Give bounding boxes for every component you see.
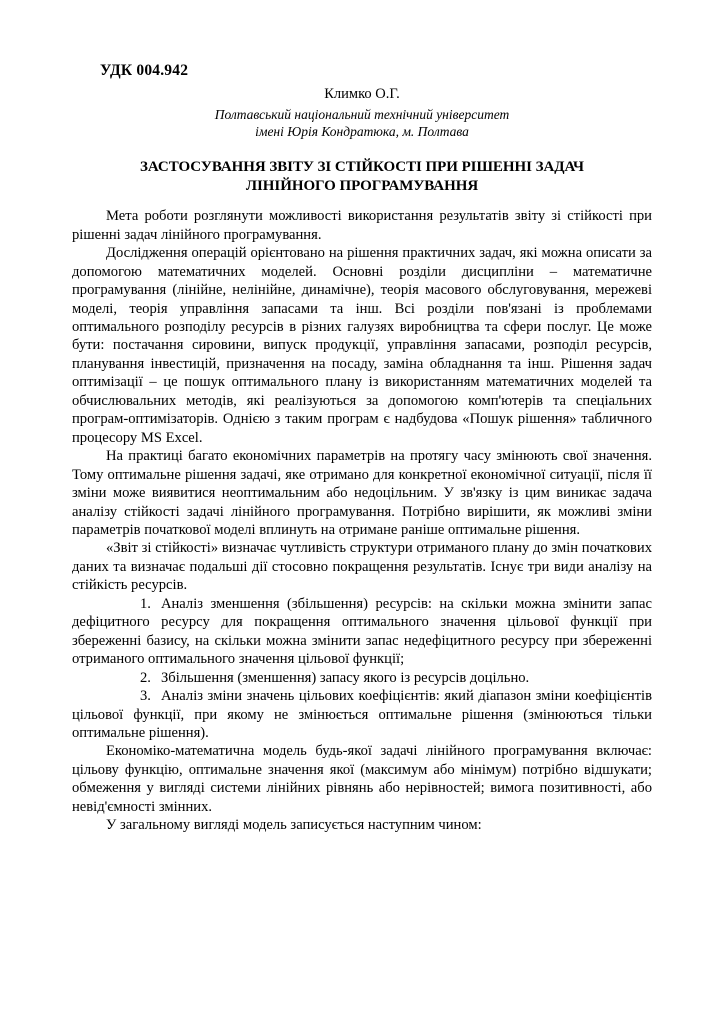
paragraph: Мета роботи розглянути можливості використання результатів звіту зі стійкості при рішенні задач лінійного програмування. — [72, 208, 652, 243]
affiliation-line-1: Полтавський національний технічний університет — [214, 106, 510, 122]
paragraph: «Звіт зі стійкості» визначає чутливість структури отриманого плану до змін початкових даних та визначає подальші дії стосовно покращення результатів. Існує три види аналізу на стійкість ресурсів. — [72, 540, 652, 594]
list-item-text: Аналіз зміни значень цільових коефіцієнтів: який діапазон зміни коефіцієнтів цільової функції, при якому не змінюється оптимальне рішення (змінюються тільки оптимальне рішення). — [72, 688, 652, 741]
list-item-number: 2. — [140, 669, 151, 686]
paragraph: У загальному вигляді модель записується наступним чином: — [106, 817, 482, 834]
affiliation — [72, 106, 652, 141]
affiliation-line-2: імені Юрія Кондратюка, м. Полтава — [255, 124, 469, 140]
list-item-text: Збільшення (зменшення) запасу якого із ресурсів доцільно. — [160, 669, 530, 686]
list-item-number: 3. — [140, 688, 151, 705]
list-item — [72, 669, 652, 687]
paragraph: Дослідження операцій орієнтовано на рішення практичних задач, які можна описати за допомогою математичних моделей. Основні розділи дисципліни – математичне програмування (лінійне, нелінійне, динамічне), теорія масового обслуговування, мережеві моделі, теорія управління запасами та інш. Всі розділи пов'язані із проблемами оптимального розподілу ресурсів в різних галузях виробництва та сфери послуг. Це може бути: постачання сировини, випуск продукції, управління запасами, розподіл ресурсів, планування інвестицій, призначення на посаду, заміна обладнання та інш. Рішення задач оптимізації – це пошук оптимального плану із використанням математичних моделей та обчислювальних методів, які реалізуються за допомогою комп'ютерів та спеціальних програм-оптимізаторів. Однією з таким програм є надбудова «Пошук рішення» табличного процесору MS Excel. — [72, 245, 652, 446]
list-item — [72, 687, 652, 742]
page-title — [72, 158, 652, 196]
list-item-number: 1. — [140, 595, 151, 612]
list-item-text: Аналіз зменшення (збільшення) ресурсів: на скільки можна змінити запас дефіцитного ресурсу для покращення оптимального значення цільової функції при збереженні базису, на скільки можна змінити запас недефіцитного ресурсу при збереженні отриманого оптимального значення цільової функції; — [72, 595, 652, 668]
paragraph: На практиці багато економічних параметрів на протягу часу змінюють свої значення. Тому оптимальне рішення задачі, яке отримано для конкретної економічної ситуації, після її зміни може виявитися неоптимальним або недоцільним. У зв'язку із цим виникає задача аналізу стійкості задачі лінійного програмування. Потрібно вирішити, як можливі зміни параметрів початкової моделі вплинуть на отримане раніше оптимальне рішення. — [72, 448, 652, 538]
list-item — [72, 595, 652, 669]
author-name: Климко О.Г. — [324, 86, 400, 102]
title-line-2: ЛІНІЙНОГО ПРОГРАМУВАННЯ — [245, 177, 479, 194]
udk-code: УДК 004.942 — [100, 62, 189, 79]
title-line-1: ЗАСТОСУВАННЯ ЗВІТУ ЗІ СТІЙКОСТІ ПРИ РІШЕННІ ЗАДАЧ — [140, 158, 584, 175]
paragraph: Економіко-математична модель будь-якої задачі лінійного програмування включає: цільову функцію, оптимальне значення якої (максимум або мінімум) потрібно відшукати; обмеження у вигляді системи лінійних рівнянь або нерівностей; вимога позитивності, або невід'ємності змінних. — [72, 743, 652, 815]
